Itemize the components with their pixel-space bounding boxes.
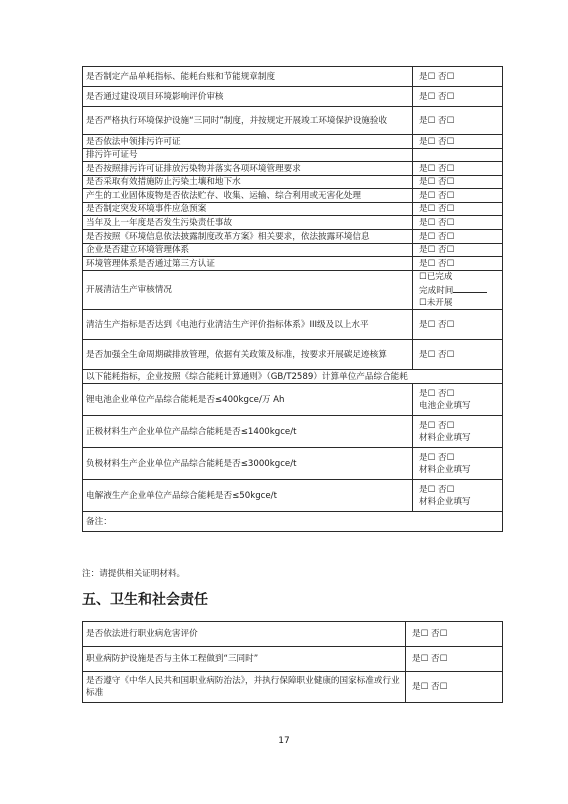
answer-cell[interactable] <box>413 257 503 271</box>
answer-cell[interactable] <box>413 340 503 370</box>
answer-cell[interactable] <box>413 480 503 512</box>
question-cell: 是否加强全生命周期碳排放管理，依据有关政策及标准，按要求开展碳足迹核算 <box>83 340 413 370</box>
question-cell: 企业是否建立环境管理体系 <box>83 244 413 257</box>
table-row <box>83 340 503 370</box>
question-cell: 是否遵守《中华人民共和国职业病防治法》，并执行保障职业健康的国家标准或行业标准 <box>83 672 406 703</box>
answer-option[interactable]: 是☐ 否☐ <box>419 319 455 330</box>
table-row <box>83 244 503 257</box>
answer-cell[interactable] <box>413 107 503 135</box>
completion-date-blank[interactable] <box>453 283 487 293</box>
table-row <box>83 216 503 230</box>
answer-option[interactable]: 是☐ 否☐ <box>419 388 455 399</box>
table-row <box>83 176 503 189</box>
table-row <box>83 149 503 162</box>
question-cell: 开展清洁生产审核情况 <box>83 271 413 310</box>
table-row <box>83 107 503 135</box>
table-row <box>83 67 503 87</box>
answer-option[interactable]: 是☐ 否☐ <box>419 190 455 201</box>
question-cell: 正极材料生产企业单位产品综合能耗是否≤1400kgce/t <box>83 416 413 448</box>
question-cell: 是否采取有效措施防止污染土壤和地下水 <box>83 176 413 189</box>
question-cell: 是否制定产品单耗指标、能耗台账和节能规章制度 <box>83 67 413 87</box>
answer-option[interactable]: 材料企业填写 <box>419 432 471 443</box>
table-row <box>83 448 503 480</box>
answer-option[interactable]: 是☐ 否☐ <box>412 629 448 639</box>
answer-cell[interactable] <box>413 230 503 244</box>
answer-option[interactable]: 是☐ 否☐ <box>419 115 455 126</box>
answer-cell[interactable] <box>413 189 503 203</box>
question-cell: 是否按照排污许可证排放污染物并落实各项环境管理要求 <box>83 162 413 176</box>
answer-cell[interactable] <box>413 271 503 310</box>
table-note: 注：请提供相关证明材料。 <box>82 569 186 579</box>
answer-option[interactable]: 材料企业填写 <box>419 464 471 475</box>
question-cell: 排污许可证号 <box>83 149 413 162</box>
answer-option[interactable]: 是☐ 否☐ <box>419 452 455 463</box>
compliance-table-environment <box>82 66 503 532</box>
answer-cell[interactable] <box>413 448 503 480</box>
table-row <box>83 203 503 216</box>
answer-option[interactable]: 是☐ 否☐ <box>419 349 455 360</box>
compliance-table-health <box>82 621 503 703</box>
answer-cell[interactable] <box>413 310 503 340</box>
question-cell: 是否通过建设项目环境影响评价审核 <box>83 87 413 107</box>
table-row <box>83 384 503 416</box>
table-row <box>83 512 503 532</box>
answer-option[interactable]: 是☐ 否☐ <box>419 245 455 255</box>
answer-option[interactable]: 是☐ 否☐ <box>419 258 455 269</box>
table-row <box>83 257 503 271</box>
answer-cell[interactable] <box>413 384 503 416</box>
answer-option[interactable]: 电池企业填写 <box>419 400 471 411</box>
table-row <box>83 162 503 176</box>
answer-option[interactable]: 是☐ 否☐ <box>419 204 455 214</box>
table-row <box>83 271 503 310</box>
answer-cell[interactable] <box>406 622 503 647</box>
table-row <box>83 672 503 703</box>
answer-cell[interactable] <box>406 647 503 672</box>
question-cell: 职业病防护设施是否与主体工程做到“三同时” <box>83 647 406 672</box>
answer-option[interactable]: ☐未开展 <box>419 298 453 308</box>
answer-cell[interactable] <box>413 67 503 87</box>
question-cell: 电解液生产企业单位产品综合能耗是否≤50kgce/t <box>83 480 413 512</box>
answer-cell[interactable] <box>413 176 503 189</box>
table-row <box>83 310 503 340</box>
answer-cell[interactable] <box>413 149 503 162</box>
table-row <box>83 87 503 107</box>
page-number: 17 <box>278 736 290 746</box>
answer-option[interactable]: 是☐ 否☐ <box>419 420 455 431</box>
question-cell: 备注： <box>83 512 503 532</box>
question-cell: 产生的工业固体废物是否依法贮存、收集、运输、综合利用或无害化处理 <box>83 189 413 203</box>
table-row <box>83 230 503 244</box>
answer-cell[interactable] <box>413 416 503 448</box>
answer-option[interactable]: 是☐ 否☐ <box>419 136 455 147</box>
table-row <box>83 647 503 672</box>
answer-option[interactable]: 是☐ 否☐ <box>419 231 455 242</box>
answer-option[interactable]: 完成时间 <box>419 286 454 296</box>
answer-cell[interactable] <box>413 87 503 107</box>
question-cell: 清洁生产指标是否达到《电池行业清洁生产评价指标体系》III级及以上水平 <box>83 310 413 340</box>
answer-option[interactable]: ☐已完成 <box>419 272 453 282</box>
answer-option[interactable]: 是☐ 否☐ <box>419 71 455 82</box>
question-cell: 以下能耗指标，企业按照《综合能耗计算通则》（GB/T2589）计算单位产品综合能耗 <box>83 370 503 384</box>
answer-option[interactable]: 是☐ 否☐ <box>419 163 455 174</box>
answer-option[interactable]: 是☐ 否☐ <box>419 484 455 495</box>
answer-option[interactable]: 是☐ 否☐ <box>419 177 455 187</box>
answer-cell[interactable] <box>406 672 503 703</box>
question-cell: 是否依法进行职业病危害评价 <box>83 622 406 647</box>
table-row <box>83 189 503 203</box>
answer-option[interactable]: 是☐ 否☐ <box>419 91 455 102</box>
section-title: 五、卫生和社会责任 <box>82 592 208 608</box>
question-cell: 是否严格执行环境保护设施“三同时”制度，并按规定开展竣工环境保护设施验收 <box>83 107 413 135</box>
question-cell: 是否依法申领排污许可证 <box>83 135 413 149</box>
question-cell: 当年及上一年度是否发生污染责任事故 <box>83 216 413 230</box>
answer-option[interactable]: 是☐ 否☐ <box>412 654 448 664</box>
answer-cell[interactable] <box>413 135 503 149</box>
answer-option[interactable]: 是☐ 否☐ <box>419 217 455 228</box>
answer-cell[interactable] <box>413 203 503 216</box>
table-row <box>83 622 503 647</box>
answer-option[interactable]: 材料企业填写 <box>419 496 471 507</box>
table-row <box>83 480 503 512</box>
answer-cell[interactable] <box>413 216 503 230</box>
table-row <box>83 135 503 149</box>
table-row <box>83 370 503 384</box>
question-cell: 是否制定突发环境事件应急预案 <box>83 203 413 216</box>
question-cell: 锂电池企业单位产品综合能耗是否≤400kgce/万 Ah <box>83 384 413 416</box>
question-cell: 环境管理体系是否通过第三方认证 <box>83 257 413 271</box>
answer-cell[interactable] <box>413 244 503 257</box>
question-cell: 负极材料生产企业单位产品综合能耗是否≤3000kgce/t <box>83 448 413 480</box>
answer-option[interactable]: 是☐ 否☐ <box>412 682 448 692</box>
table-row <box>83 416 503 448</box>
answer-cell[interactable] <box>413 162 503 176</box>
question-cell: 是否按照《环境信息依法披露制度改革方案》相关要求，依法披露环境信息 <box>83 230 413 244</box>
